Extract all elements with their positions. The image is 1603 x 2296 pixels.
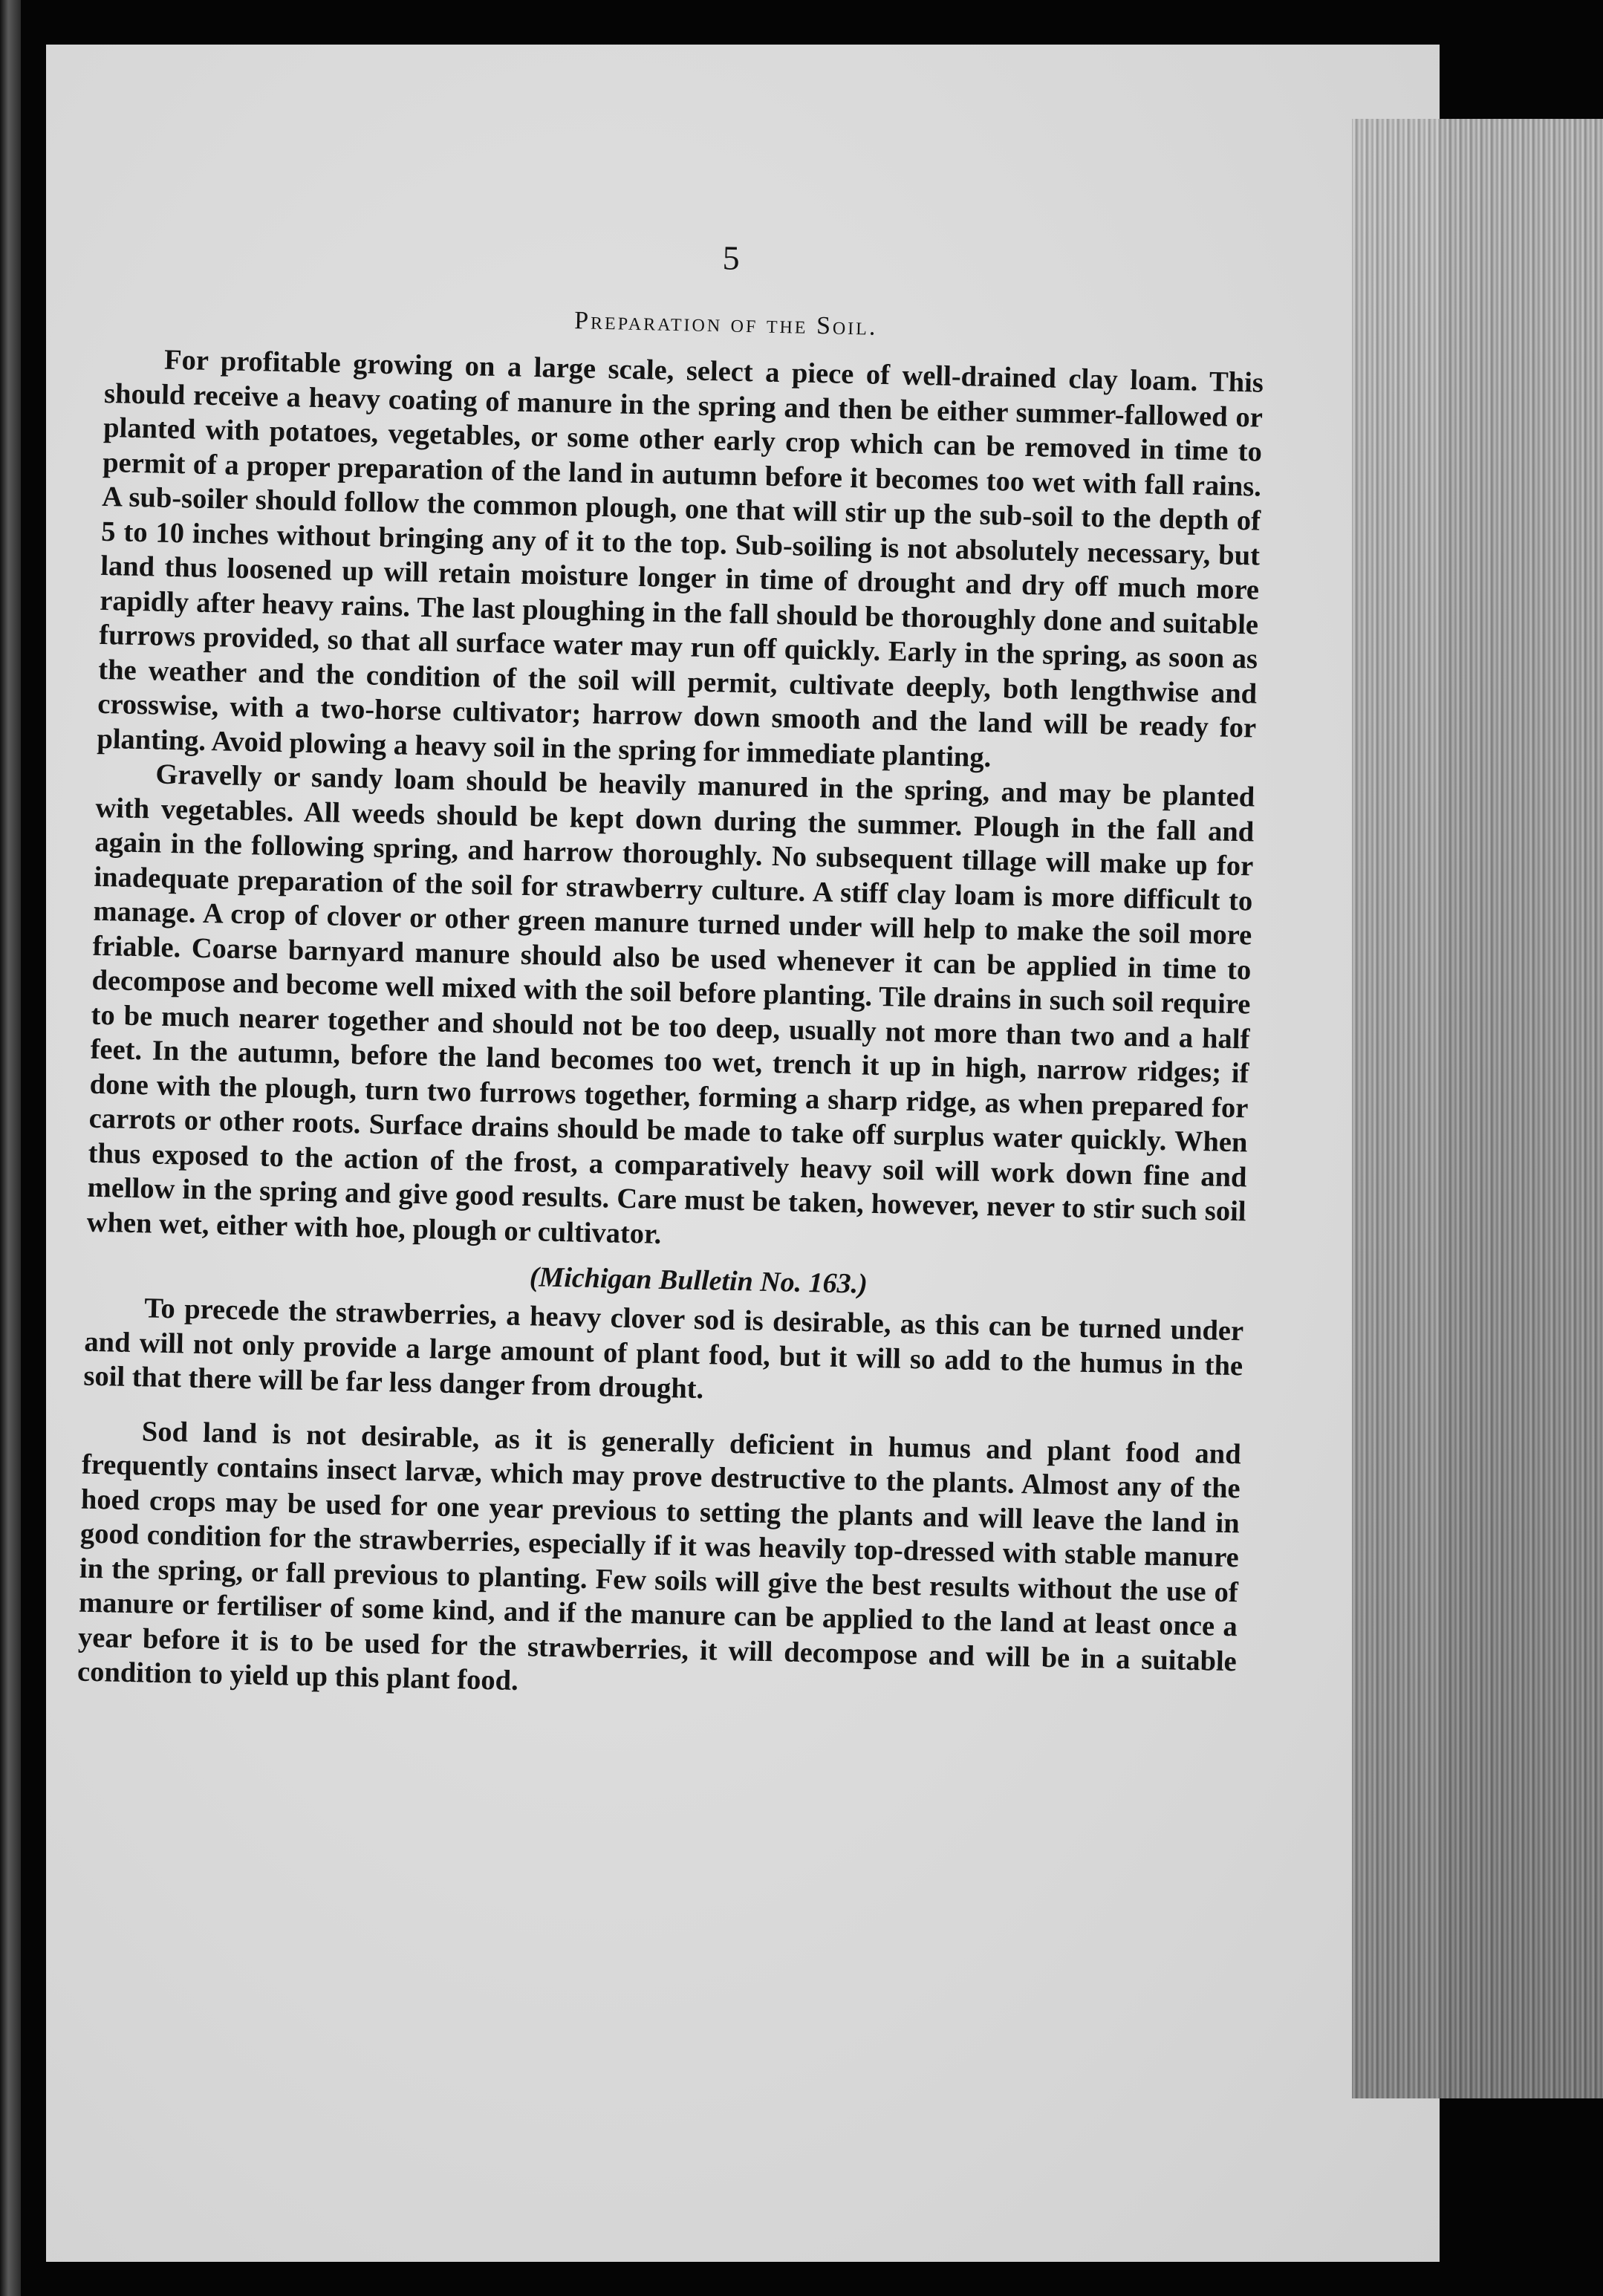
paragraph-2: Gravelly or sandy loam should be heavily manured in the spring, and may be planted with vegetables. All weeds should be kept down during the summer. Plough in the fall and again in the following spring, and harrow thoroughly. No subsequent tillage will make up for inadequate preparation of the soil for strawberry culture. A stiff clay loam is more difficult to manage. A crop of clover or other green manure turned under will help to make the soil more friable. Coarse barnyard manure should also be used whenever it can be applied in time to decompose and become well mixed with the soil before planting. Tile drains in such soil require to be much nearer together and should not be too deep, usually not more than two and a half feet. In the autumn, before the land becomes too wet, trench it up in high, narrow ridges; if done with the plough, turn two furrows together, forming a sharp ridge, as when prepared for carrots or other roots. Surface drains should be made to take off surplus water quickly. When thus exposed to the action of the frost, a comparatively heavy soil will work down fine and mellow in the spring and give good results. Care must be taken, however, never to stir such soil when wet, either with hoe, plough or cultivator. (86, 758, 1255, 1250)
previous-page-edge (0, 0, 21, 2296)
paragraph-3: To precede the strawberries, a heavy clover sod is desirable, as this can be turned under and will not only provide a large amount of plant food, but it will so add to the humus in the soil that there will be far less danger from drought. (83, 1292, 1244, 1405)
paragraph-4: Sod land is not desirable, as it is generally deficient in humus and plant food and frequently contains insect larvæ, which may prove destructive to the plants. Almost any of the hoed crops may be used for one year previous to setting the plants and will leave the land in good condition for the strawberries, especially if it was heavily top-dressed with stable manure in the spring, or fall previous to planting. Few soils will give the best results without the use of manure or fertiliser of some kind, and if the manure can be applied to the land at least once a year before it is to be used for the strawberries, it will decompose and will be in a suitable condition to yield up this plant food. (77, 1415, 1242, 1697)
section-title: Preparation of the Soil. (573, 307, 878, 341)
page-number: 5 (722, 238, 741, 277)
citation: (Michigan Bulletin No. 163.) (529, 1261, 868, 1300)
page-stack-edge (1352, 119, 1603, 2098)
page-text (77, 223, 1267, 1714)
paragraph-1: For profitable growing on a large scale, select a piece of well-drained clay loam. This should receive a heavy coating of manure in the spring and then be either summer-fallowed or planted with potatoes, vegetables, or some other early crop which can be removed in time to permit of a proper preparation of the land in autumn before it becomes too wet with fall rains. A sub-soiler should follow the common plough, one that will stir up the sub-soil to the depth of 5 to 10 inches without bringing any of it to the top. Sub-soiling is not absolutely necessary, but land thus loosened up will retain moisture longer in time of drought and dry off much more rapidly after heavy rains. The last ploughing in the fall should be thoroughly done and suitable furrows provided, so that all surface water may run off quickly. Early in the spring, as soon as the weather and the condition of the soil will permit, cultivate deeply, both lengthwise and crosswise, with a two-horse cultivator; harrow down smooth and the land will be ready for planting. Avoid plowing a heavy soil in the spring for immediate planting. (97, 344, 1264, 773)
